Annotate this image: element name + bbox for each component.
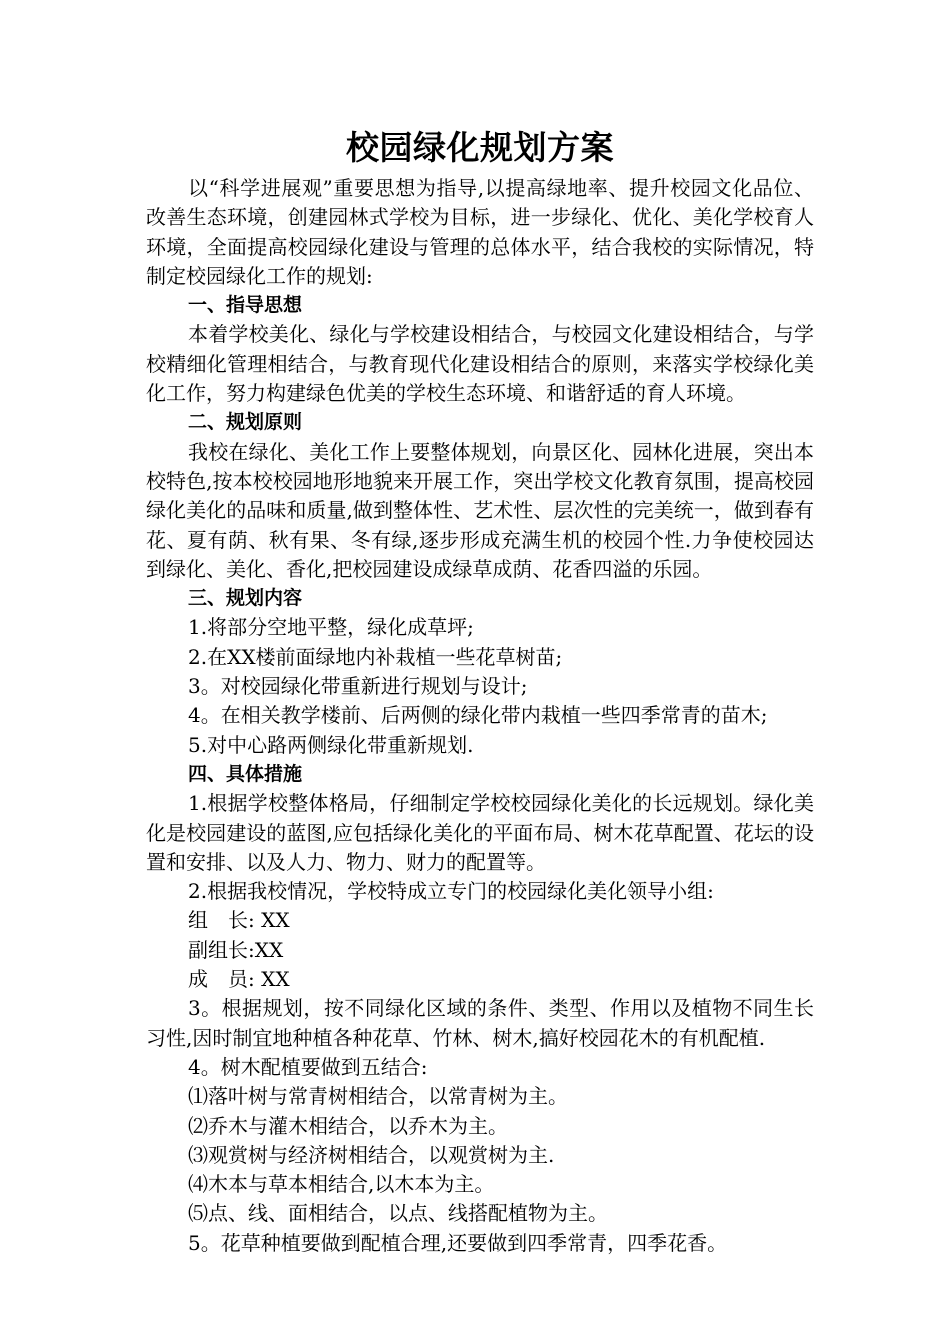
section-heading-planning-principles: 二、规划原则 — [188, 411, 303, 434]
measure-paragraph-4: 4。树木配植要做到五结合: — [188, 1054, 428, 1079]
combination-item: ⑵乔木与灌木相结合，以乔木为主。 — [188, 1113, 508, 1138]
measure-paragraph-2: 2.根据我校情况，学校特成立专门的校园绿化美化领导小组: — [188, 879, 714, 904]
combination-item: ⑷木本与草本相结合,以木本为主。 — [188, 1172, 495, 1197]
vice-leader-line: 副组长:XX — [188, 937, 284, 962]
list-item: 5.对中心路两侧绿化带重新规划. — [188, 732, 474, 757]
combination-item: ⑶观赏树与经济树相结合，以观赏树为主. — [188, 1142, 555, 1167]
list-item: 3。对校园绿化带重新进行规划与设计; — [188, 674, 528, 699]
combination-item: ⑴落叶树与常青树相结合，以常青树为主。 — [188, 1084, 568, 1109]
list-item: 1.将部分空地平整，绿化成草坪; — [188, 615, 474, 640]
section-body-planning-principles: 我校在绿化、美化工作上要整体规划，向景区化、园林化进展，突出本校特色,按本校校园地形地貌来开展工作，突出学校文化教育氛围，提高校园绿化美化的品味和质量,做到整体性、艺术性、层次性的完美统一，做到春有花、夏有荫、秋有果、冬有绿,逐步形成充满生机的校园个性.力争使校园达到绿化、美化、香化,把校园建设成绿草成荫、花香四溢的乐园。 — [146, 439, 814, 581]
list-item: 4。在相关教学楼前、后两侧的绿化带内栽植一些四季常青的苗木; — [188, 703, 768, 728]
section-heading-planning-content: 三、规划内容 — [188, 587, 303, 610]
member-line: 成 员: XX — [188, 967, 290, 992]
measure-paragraph-5: 5。花草种植要做到配植合理,还要做到四季常青，四季花香。 — [188, 1230, 728, 1255]
document-page — [146, 122, 814, 1258]
intro-paragraph: 以“科学进展观”重要思想为指导,以提高绿地率、提升校园文化品位、改善生态环境，创建园林式学校为目标，进一步绿化、优化、美化学校育人环境，全面提高校园绿化建设与管理的总体水平，结合我校的实际情况，特制定校园绿化工作的规划: — [146, 176, 814, 288]
section-body-guiding-ideology: 本着学校美化、绿化与学校建设相结合，与校园文化建设相结合，与学校精细化管理相结合，与教育现代化建设相结合的原则，来落实学校绿化美化工作，努力构建绿色优美的学校生态环境、和谐舒适的育人环境。 — [146, 322, 814, 406]
list-item: 2.在XX楼前面绿地内补栽植一些花草树苗; — [188, 644, 563, 669]
measure-paragraph-3: 3。根据规划，按不同绿化区域的条件、类型、作用以及植物不同生长习性,因时制宜地种植各种花草、竹林、树木,搞好校园花木的有机配植. — [146, 996, 814, 1050]
section-heading-guiding-ideology: 一、指导思想 — [188, 294, 303, 317]
section-heading-specific-measures: 四、具体措施 — [188, 762, 303, 785]
document-title: 校园绿化规划方案 — [346, 128, 614, 167]
measure-paragraph-1: 1.根据学校整体格局，仔细制定学校校园绿化美化的长远规划。绿化美化是校园建设的蓝图,应包括绿化美化的平面布局、树木花草配置、花坛的设置和安排、以及人力、物力、财力的配置等。 — [146, 791, 814, 874]
leader-line: 组 长: XX — [188, 908, 290, 933]
combination-item: ⑸点、线、面相结合，以点、线搭配植物为主。 — [188, 1201, 608, 1226]
